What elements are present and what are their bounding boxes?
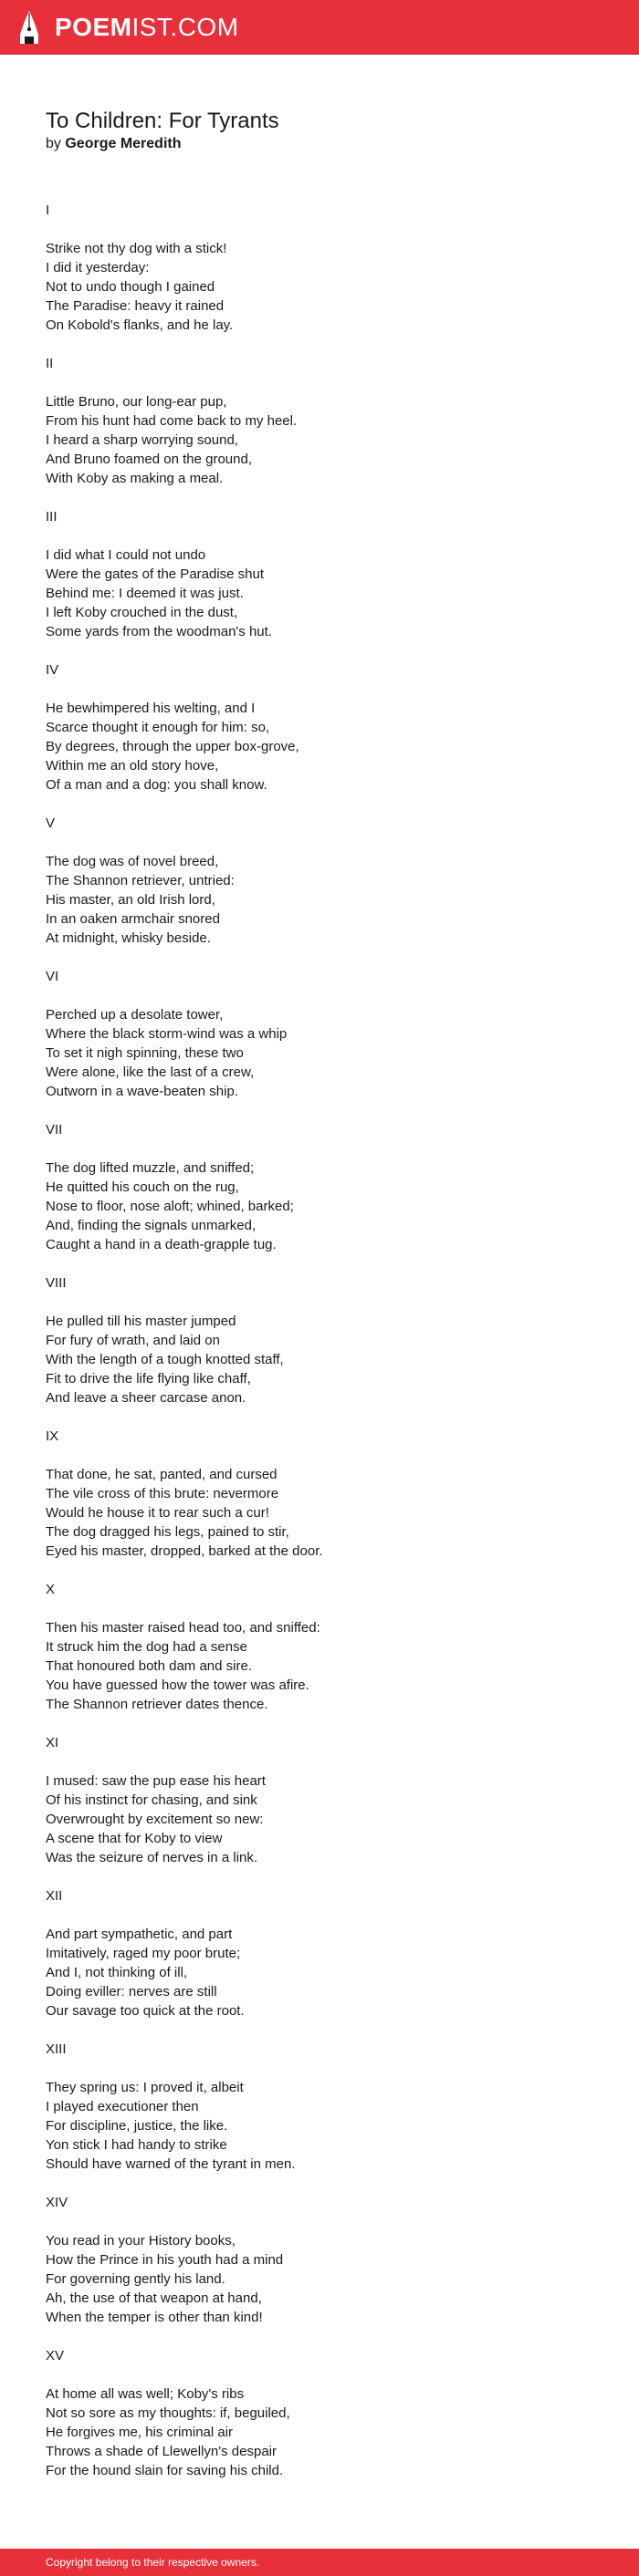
poem-line: He bewhimpered his welting, and I: [46, 701, 256, 716]
poem-line: He pulled till his master jumped: [46, 1314, 236, 1329]
poem-line: Ah, the use of that weapon at hand,: [46, 2290, 262, 2306]
poem-line: And I, not thinking of ill,: [46, 1965, 188, 1980]
poem-line: Yon stick I had handy to strike: [46, 2137, 227, 2153]
poem-line: Perched up a desolate tower,: [46, 1007, 224, 1023]
poem-line: For discipline, justice, the like.: [46, 2118, 228, 2134]
poem-title: To Children: For Tyrants: [46, 109, 279, 133]
poem-line: Little Bruno, our long-ear pup,: [46, 394, 227, 410]
stanza: [46, 852, 323, 948]
poem-line: On Kobold's flanks, and he lay.: [46, 317, 234, 333]
poem-line: Behind me: I deemed it was just.: [46, 586, 244, 601]
poem-line: Were alone, like the last of a crew,: [46, 1065, 255, 1080]
poem-line: And leave a sheer carcase anon.: [46, 1390, 246, 1406]
poem-line: At home all was well; Koby's ribs: [46, 2386, 245, 2402]
poem-line: The dog was of novel breed,: [46, 854, 219, 869]
poem-byline: [46, 135, 182, 153]
author-link[interactable]: George Meredith: [65, 136, 182, 151]
poem-line: Would he house it to rear such a cur!: [46, 1505, 269, 1521]
stanza: [46, 1925, 323, 2020]
poem-line: The Paradise: heavy it rained: [46, 298, 225, 314]
poem-line: Imitatively, raged my poor brute;: [46, 1946, 241, 1961]
poem-line: Throws a shade of Llewellyn's despair: [46, 2444, 277, 2459]
poem-line: I mused: saw the pup ease his heart: [46, 1773, 266, 1789]
stanza-number: III: [46, 509, 58, 525]
poem-line: A scene that for Koby to view: [46, 1831, 223, 1846]
poem-line: Not so sore as my thoughts: if, beguiled,: [46, 2405, 290, 2421]
poem-line: He forgives me, his criminal air: [46, 2425, 234, 2440]
poem-line: Of a man and a dog: you shall know.: [46, 777, 267, 793]
stanza: [46, 1312, 323, 1407]
stanza: [46, 1771, 323, 1867]
poem-line: He quitted his couch on the rug,: [46, 1179, 239, 1195]
poem-line: The dog dragged his legs, pained to stir,: [46, 1524, 289, 1540]
poem-line: Overwrought by excitement so new:: [46, 1812, 264, 1827]
poem-line: At midnight, whisky beside.: [46, 930, 211, 946]
poem-line: With the length of a tough knotted staff,: [46, 1352, 284, 1367]
site-footer: [0, 2549, 639, 2576]
poem-line: And Bruno foamed on the ground,: [46, 452, 252, 467]
logo-bold-text: POEM: [55, 13, 132, 41]
stanza-number: IV: [46, 662, 59, 678]
pen-nib-icon: [16, 9, 42, 46]
site-header: [0, 0, 639, 55]
logo-light-text: IST.COM: [131, 13, 239, 41]
poem-line: You have guessed how the tower was afire.: [46, 1678, 309, 1693]
stanza-number: XV: [46, 2348, 65, 2363]
poem-line: Doing eviller: nerves are still: [46, 1984, 217, 2000]
stanza: [46, 2231, 323, 2327]
site-logo-link[interactable]: [16, 9, 239, 46]
poem-line: That done, he sat, panted, and cursed: [46, 1467, 278, 1482]
poem-line: I played executioner then: [46, 2099, 199, 2114]
poem-line: Our savage too quick at the root.: [46, 2003, 245, 2019]
poem-line: The dog lifted muzzle, and sniffed;: [46, 1160, 255, 1176]
stanza: [46, 545, 323, 641]
stanza: [46, 1465, 323, 1561]
poem-line: Within me an old story hove,: [46, 758, 219, 774]
poem-line: By degrees, through the upper box-grove,: [46, 739, 299, 754]
stanza-number: XIII: [46, 2041, 67, 2057]
poem-line: That honoured both dam and sire.: [46, 1658, 252, 1674]
poem-line: From his hunt had come back to my heel.: [46, 413, 298, 429]
poem-line: How the Prince in his youth had a mind: [46, 2252, 284, 2268]
stanza: [46, 239, 323, 335]
stanza-number: I: [46, 203, 50, 218]
poem-line: They spring us: I proved it, albeit: [46, 2080, 244, 2095]
stanza: [46, 2078, 323, 2174]
stanza: [46, 1005, 323, 1101]
poem-line: For fury of wrath, and laid on: [46, 1333, 220, 1348]
poem-line: Nose to floor, nose aloft; whined, barked;: [46, 1199, 294, 1214]
stanza: [46, 699, 323, 795]
stanza-number: VII: [46, 1122, 63, 1137]
poem-line: I did it yesterday:: [46, 260, 150, 275]
poem-line: It struck him the dog had a sense: [46, 1639, 247, 1655]
poem-line: Should have warned of the tyrant in men.: [46, 2156, 296, 2172]
poem-line: Scarce thought it enough for him: so,: [46, 720, 270, 735]
stanza: [46, 1158, 323, 1254]
poem-line: Were the gates of the Paradise shut: [46, 566, 265, 582]
by-label: by: [46, 136, 61, 151]
poem-line: Caught a hand in a death-grapple tug.: [46, 1237, 277, 1252]
poem-line: I heard a sharp worrying sound,: [46, 432, 238, 448]
poem-line: For the hound slain for saving his child.: [46, 2463, 284, 2478]
copyright-text: Copyright belong to their respective owners.: [46, 2556, 260, 2569]
poem-line: Some yards from the woodman's hut.: [46, 624, 272, 639]
poem-line: Outworn in a wave-beaten ship.: [46, 1084, 238, 1099]
poem-line: Then his master raised head too, and sniffed:: [46, 1620, 320, 1636]
poem-line: Of his instinct for chasing, and sink: [46, 1792, 257, 1808]
stanza-number: VIII: [46, 1275, 67, 1291]
poem-line: The Shannon retriever dates thence.: [46, 1697, 268, 1712]
poem-line: And, finding the signals unmarked,: [46, 1218, 257, 1233]
poem-line: With Koby as making a meal.: [46, 471, 224, 486]
poem-line: His master, an old Irish lord,: [46, 892, 215, 908]
stanza-number: XII: [46, 1888, 63, 1904]
poem-line: Where the black storm-wind was a whip: [46, 1026, 288, 1042]
stanza-number: VI: [46, 969, 59, 984]
stanza-number: X: [46, 1582, 56, 1597]
poem-line: Was the seizure of nerves in a link.: [46, 1850, 258, 1865]
stanza: [46, 2384, 323, 2480]
poem-line: Fit to drive the life flying like chaff,: [46, 1371, 251, 1387]
stanza-number: V: [46, 815, 56, 831]
poem-line: You read in your History books,: [46, 2233, 236, 2249]
stanza: [46, 1618, 323, 1714]
stanza-number: XI: [46, 1735, 59, 1750]
poem-line: Not to undo though I gained: [46, 279, 215, 295]
poem-body: [46, 201, 323, 2499]
site-logo-text: [55, 9, 239, 46]
poem-line: In an oaken armchair snored: [46, 911, 220, 927]
poem-line: I left Koby crouched in the dust,: [46, 605, 238, 620]
stanza: [46, 392, 323, 488]
poem-line: I did what I could not undo: [46, 547, 206, 563]
poem-line: The vile cross of this brute: nevermore: [46, 1486, 279, 1501]
poem-line: The Shannon retriever, untried:: [46, 873, 235, 888]
poem-line: Eyed his master, dropped, barked at the door.: [46, 1543, 323, 1559]
stanza-number: II: [46, 356, 54, 371]
poem-line: And part sympathetic, and part: [46, 1927, 233, 1942]
poem-line: When the temper is other than kind!: [46, 2310, 263, 2325]
stanza-number: IX: [46, 1428, 59, 1444]
poem-line: Strike not thy dog with a stick!: [46, 241, 227, 256]
poem-line: For governing gently his land.: [46, 2271, 225, 2287]
poem-line: To set it nigh spinning, these two: [46, 1045, 244, 1061]
stanza-number: XIV: [46, 2195, 68, 2210]
